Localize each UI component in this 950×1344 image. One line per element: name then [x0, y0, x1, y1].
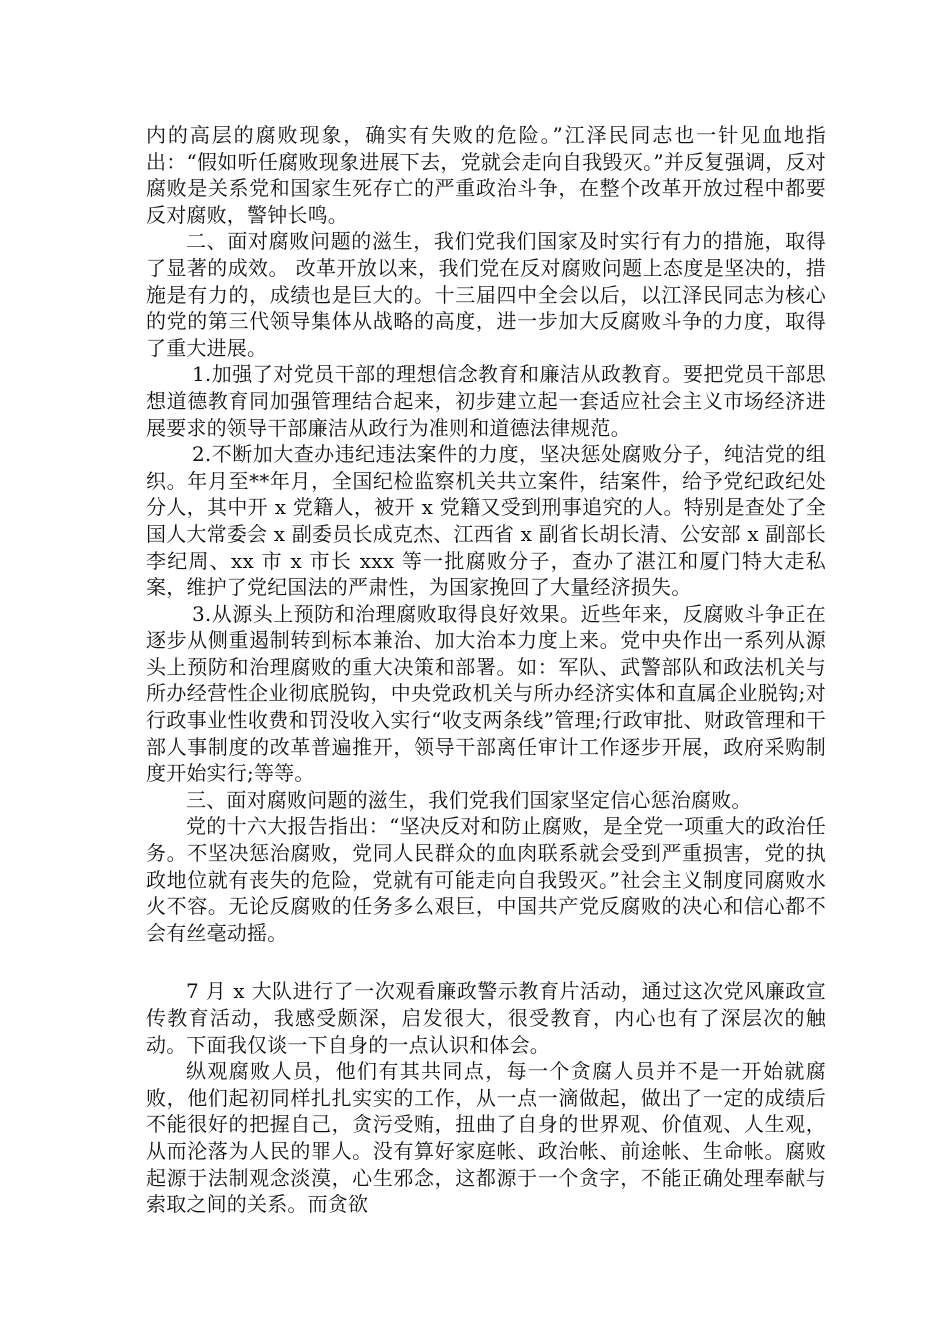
paragraph-section-two: 二、面对腐败问题的滋生，我们党我们国家及时实行有力的措施，取得了显著的成效。 改革开放以来，我们党在反对腐败问题上态度是坚决的，措施是有力的，成绩也是巨大的。十三届四中全会以后，以江泽民同志为核心的党的第三代领导集体从战略的高度，进一步加大反腐败斗争的力度，取得了重大进展。	[146, 229, 826, 360]
paragraph-reflection: 纵观腐败人员，他们有其共同点，每一个贪腐人员并不是一开始就腐败，他们起初同样扎扎实实的工作，从一点一滴做起，做出了一定的成绩后不能很好的把握自己，贪污受贿，扭曲了自身的世界观、价值观、人生观，从而沦落为人民的罪人。没有算好家庭帐、政治帐、前途帐、生命帐。腐败起源于法制观念淡漠，心生邪念，这都源于一个贪字，不能正确处理奉献与索取之间的关系。而贪欲	[146, 1059, 826, 1217]
document-body	[146, 122, 826, 1218]
paragraph-report-quote: 党的十六大报告指出：“坚决反对和防止腐败，是全党一项重大的政治任务。不坚决惩治腐败，党同人民群众的血肉联系就会受到严重损害，党的执政地位就有丧失的危险，党就有可能走向自我毁灭。”社会主义制度同腐败水火不容。无论反腐败的任务多么艰巨，中国共产党反腐败的决心和信心都不会有丝毫动摇。	[146, 814, 826, 945]
paragraph-activity-intro: 7 月 x 大队进行了一次观看廉政警示教育片活动，通过这次党风廉政宣传教育活动，我感受颇深，启发很大，很受教育，内心也有了深层次的触动。下面我仅谈一下自身的一点认识和体会。	[146, 979, 826, 1057]
paragraph-section-three: 三、面对腐败问题的滋生，我们党我们国家坚定信心惩治腐败。	[186, 787, 752, 812]
paragraph-point-two: 2.不断加大查办违纪违法案件的力度，坚决惩处腐败分子，纯洁党的组织。年月至**年月，全国纪检监察机关共立案件，结案件，给予党纪政纪处分人，其中开 x 党籍人，被开 x 党籍又受到刑事追究的人。特别是查处了全国人大常委会 x 副委员长成克杰、江西省 x 副省长胡长清、公安部 x 副部长李纪周、xx 市 x 市长 xxx 等一批腐败分子，查办了湛江和厦门特大走私案，维护了党纪国法的严肃性，为国家挽回了大量经济损失。	[146, 442, 826, 600]
paragraph-continuation: 内的高层的腐败现象，确实有失败的危险。”江泽民同志也一针见血地指出：“假如听任腐败现象进展下去，党就会走向自我毁灭。”并反复强调，反对腐败是关系党和国家生死存亡的严重政治斗争，在整个改革开放过程中都要反对腐败，警钟长鸣。	[146, 123, 826, 227]
paragraph-gap	[146, 946, 826, 978]
paragraph-point-three: 3.从源头上预防和治理腐败取得良好效果。近些年来，反腐败斗争正在逐步从侧重遏制转到标本兼治、加大治本力度上来。党中央作出一系列从源头上预防和治理腐败的重大决策和部署。如：军队、武警部队和政法机关与所办经营性企业彻底脱钩，中央党政机关与所办经济实体和直属企业脱钩;对行政事业性收费和罚没收入实行“收支两条线”管理;行政审批、财政管理和干部人事制度的改革普遍推开，领导干部离任审计工作逐步开展，政府采购制度开始实行;等等。	[146, 601, 826, 786]
paragraph-point-one: 1.加强了对党员干部的理想信念教育和廉洁从政教育。要把党员干部思想道德教育同加强管理结合起来，初步建立起一套适应社会主义市场经济进展要求的领导干部廉洁从政行为准则和道德法律规范。	[146, 362, 826, 440]
